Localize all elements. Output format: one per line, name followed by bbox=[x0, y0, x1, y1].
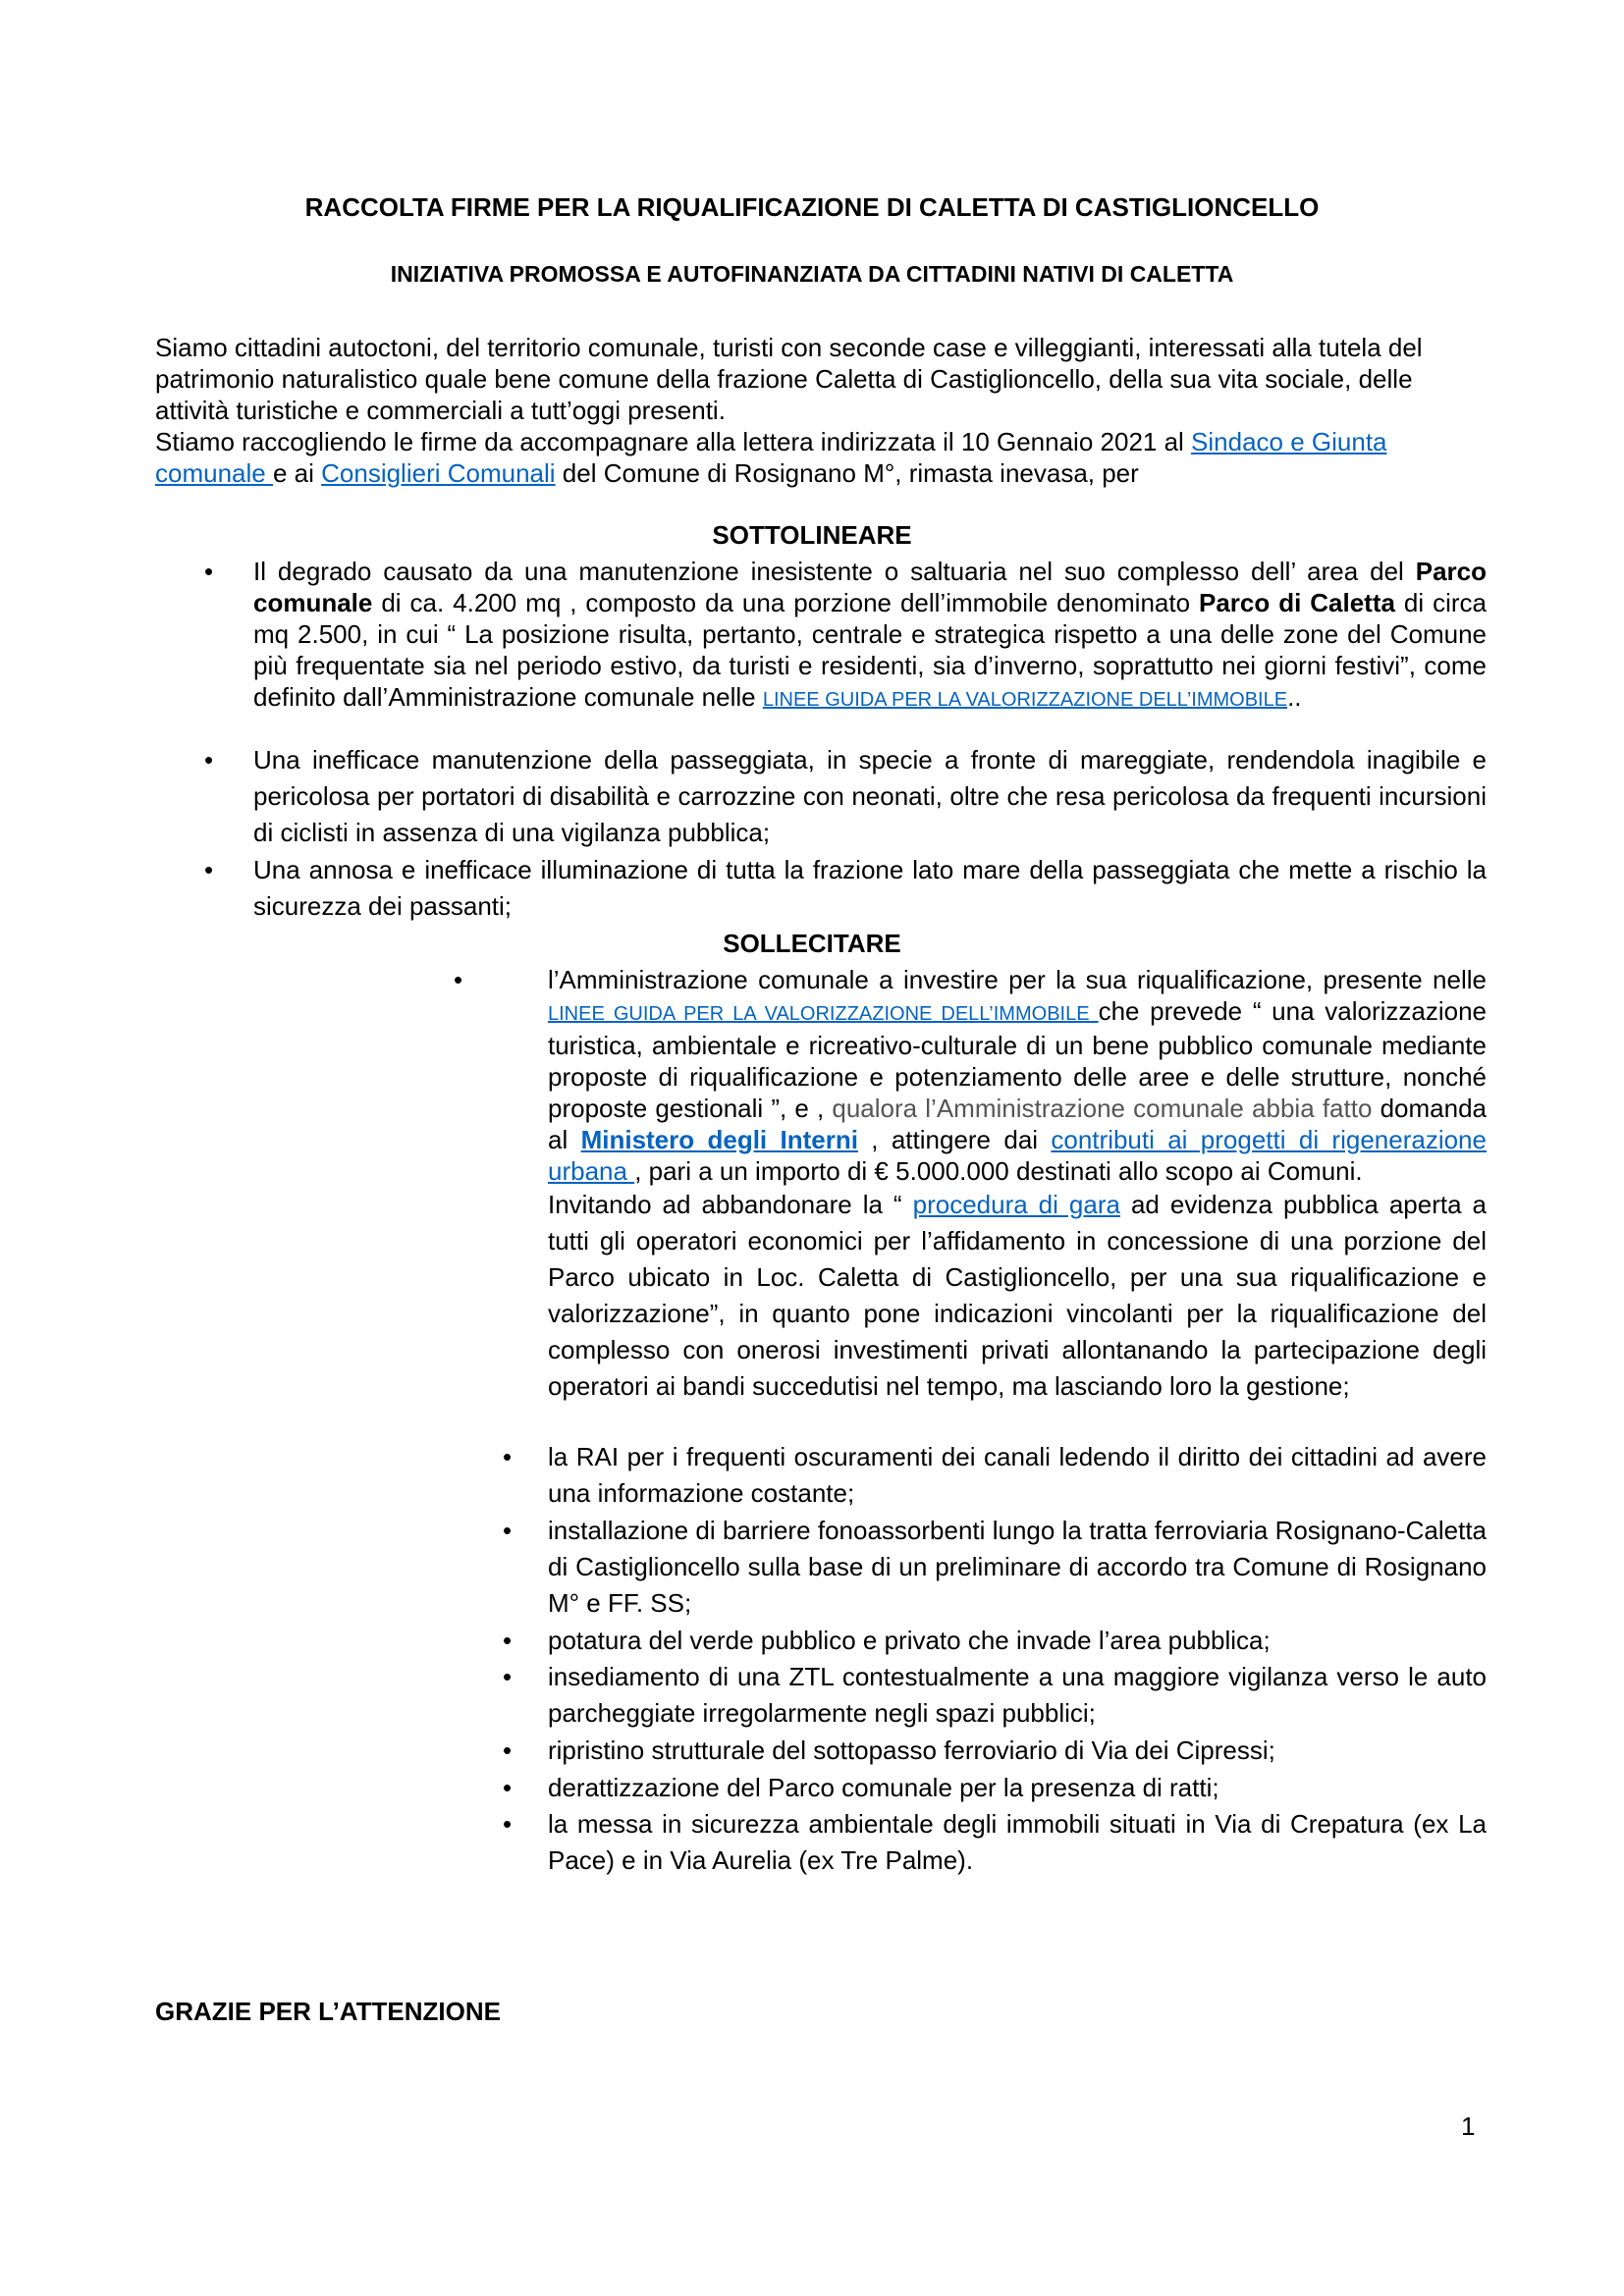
bullet-icon: • bbox=[204, 745, 214, 774]
sub-item-text: insediamento di una ZTL contestualmente a una maggiore vigilanza verso le auto parcheggiate irregolarmente negli spazi pubblici; bbox=[548, 1662, 1487, 1728]
bullet-bold: Parco comunale bbox=[253, 557, 1487, 617]
sub-item-barriere bbox=[503, 1513, 1487, 1622]
bullet-parco-degrado bbox=[204, 556, 1487, 716]
bullet-icon: • bbox=[503, 1442, 513, 1471]
link-procedura-gara[interactable]: procedura di gara bbox=[912, 1190, 1120, 1219]
document-title: RACCOLTA FIRME PER LA RIQUALIFICAZIONE DI CALETTA DI CASTIGLIONCELLO bbox=[304, 192, 1320, 222]
intro-text bbox=[155, 332, 1487, 489]
sub-item-rai bbox=[503, 1439, 1487, 1512]
document-subtitle: INIZIATIVA PROMOSSA E AUTOFINANZIATA DA CITTADINI NATIVI DI CALETTA bbox=[390, 261, 1234, 287]
bullet-icon: • bbox=[503, 1626, 513, 1655]
sub-item-potatura bbox=[503, 1623, 1487, 1659]
bullet-text: , pari a un importo di € 5.000.000 destinati allo scopo ai Comuni. bbox=[634, 1156, 1363, 1186]
link-linee-guida[interactable]: LINEE GUIDA PER LA VALORIZZAZIONE DELL’IMMOBILE bbox=[762, 689, 1288, 711]
link-linee-guida-2[interactable]: LINEE GUIDA PER LA VALORIZZAZIONE DELL’IMMOBILE bbox=[548, 1003, 1099, 1025]
bullet-text-gray: qualora l’Amministrazione comunale abbia fatto bbox=[832, 1094, 1380, 1123]
bullet-text: Una inefficace manutenzione della passeggiata, in specie a fronte di mareggiate, rendendola inagibile e pericolosa per portatori di disabilità e carrozzine con neonati, oltre che resa pericolosa da frequenti incursioni di ciclisti in assenza di una vigilanza pubblica; bbox=[253, 745, 1487, 847]
bullet-text: di circa mq 2.500, in cui “ La posizione risulta, pertanto, centrale e strategica rispetto a una delle zone del Comune più frequentate sia nel periodo estivo, da turisti e residenti, sia d’inverno, soprattutto nei giorni festivi”, come definito dall’Amministrazione comunale nelle bbox=[253, 588, 1487, 712]
link-contributi-rigenerazione[interactable]: contributi ai progetti di rigenerazione urbana bbox=[548, 1125, 1487, 1186]
intro-paragraph-2 bbox=[155, 426, 1487, 489]
bullet-icon: • bbox=[454, 965, 463, 994]
heading-sottolineare: SOTTOLINEARE bbox=[712, 520, 912, 550]
link-consiglieri-comunali[interactable]: Consiglieri Comunali bbox=[321, 458, 556, 488]
sub-item-sottopasso bbox=[503, 1733, 1487, 1769]
intro-text-a: Stiamo raccogliendo le firme da accompagnare alla lettera indirizzata il 10 Gennaio 2021 al bbox=[155, 427, 1192, 456]
intro-paragraph-1: Siamo cittadini autoctoni, del territorio comunale, turisti con seconde case e villeggianti, interessati alla tutela del patrimonio naturalistico quale bene comune della frazione Caletta di Castiglioncello, della sua vita sociale, delle attività turistiche e commerciali a tutt’oggi presenti. bbox=[155, 333, 1423, 425]
bullet-passeggiata bbox=[204, 742, 1487, 851]
invito-text: ad evidenza pubblica aperta a tutti gli operatori economici per l’affidamento in concessione di una porzione del Parco ubicato in Loc. Caletta di Castiglioncello, per una sua riqualificazione e valorizzazione”, in quanto pone indicazioni vincolanti per la riqualificazione del complesso con onerosi investimenti privati allontanando la partecipazione degli operatori ai bandi succedutisi nel tempo, ma lasciando loro la gestione; bbox=[548, 1190, 1487, 1401]
bullet-text: .. bbox=[1287, 682, 1302, 712]
bullet-icon: • bbox=[204, 557, 214, 586]
bullet-text: Una annosa e inefficace illuminazione di tutta la frazione lato mare della passeggiata che mette a rischio la sicurezza dei passanti; bbox=[253, 855, 1487, 921]
bullet-text: di ca. 4.200 mq , composto da una porzione dell’immobile denominato bbox=[372, 588, 1199, 617]
bullet-bold: Parco di Caletta bbox=[1199, 588, 1395, 617]
sub-item-sicurezza-ambientale bbox=[503, 1806, 1487, 1879]
bullet-icon: • bbox=[503, 1735, 513, 1765]
sub-item-text: la RAI per i frequenti oscuramenti dei canali ledendo il diritto dei cittadini ad avere una informazione costante; bbox=[548, 1442, 1487, 1508]
intro-text-c: del Comune di Rosignano M°, rimasta inevasa, per bbox=[555, 458, 1139, 488]
invito-text: Invitando ad abbandonare la “ bbox=[548, 1190, 913, 1219]
invito-paragraph bbox=[548, 1187, 1487, 1405]
link-sindaco-giunta[interactable]: Sindaco e Giunta comunale bbox=[155, 427, 1387, 488]
sub-item-ztl bbox=[503, 1659, 1487, 1732]
heading-sollecitare: SOLLECITARE bbox=[723, 929, 901, 958]
intro-text-b: e ai bbox=[272, 458, 322, 488]
sub-item-text: installazione di barriere fonoassorbenti lungo la tratta ferroviaria Rosignano-Caletta di Castiglioncello sulla base di un preliminare di accordo tra Comune di Rosignano M° e FF. SS; bbox=[548, 1516, 1487, 1618]
bullet-text: l’Amministrazione comunale a investire per la sua riqualificazione, presente nelle bbox=[548, 965, 1487, 994]
bullet-amministrazione bbox=[454, 964, 1487, 1405]
sub-item-text: ripristino strutturale del sottopasso ferroviario di Via dei Cipressi; bbox=[548, 1735, 1275, 1765]
sub-item-text: la messa in sicurezza ambientale degli immobili situati in Via di Crepatura (ex La Pace) e in Via Aurelia (ex Tre Palme). bbox=[548, 1809, 1487, 1875]
closing-text: GRAZIE PER L’ATTENZIONE bbox=[155, 1997, 501, 2026]
bullet-text: , attingere dai bbox=[857, 1125, 1052, 1154]
page-number: 1 bbox=[1461, 2111, 1476, 2141]
bullet-icon: • bbox=[503, 1773, 513, 1802]
sub-item-derattizzazione bbox=[503, 1770, 1487, 1806]
bullet-icon: • bbox=[503, 1809, 513, 1839]
link-ministero-interni[interactable]: Ministero degli Interni bbox=[580, 1125, 858, 1154]
bullet-icon: • bbox=[204, 855, 214, 884]
bullet-text: che prevede “ una valorizzazione turistica, ambientale e ricreativo-culturale di un bene pubblico comunale mediante proposte di riqualificazione e potenziamento delle aree e delle strutture, nonché proposte gestionali ”, e , bbox=[548, 996, 1487, 1123]
bullet-icon: • bbox=[503, 1516, 513, 1545]
bullet-icon: • bbox=[503, 1662, 513, 1691]
sub-item-text: potatura del verde pubblico e privato che invade l’area pubblica; bbox=[548, 1626, 1271, 1655]
bullet-text: domanda al bbox=[548, 1094, 1487, 1154]
sub-item-text: derattizzazione del Parco comunale per la presenza di ratti; bbox=[548, 1773, 1219, 1802]
bullet-text: Il degrado causato da una manutenzione inesistente o saltuaria nel suo complesso dell’ area del bbox=[253, 557, 1416, 586]
bullet-illuminazione bbox=[204, 852, 1487, 925]
